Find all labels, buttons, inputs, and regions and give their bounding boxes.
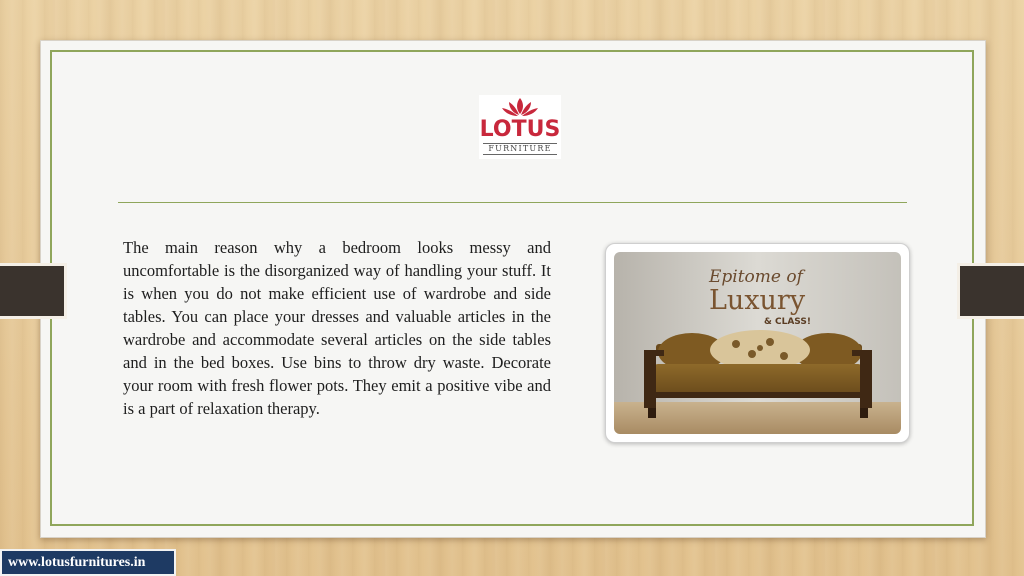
image-caption-line2: Luxury [709, 285, 806, 316]
logo-wordmark: LOTUS [479, 117, 561, 142]
left-tab-decoration [0, 263, 67, 319]
lotus-logo [479, 95, 561, 159]
sofa-illustration [614, 252, 901, 434]
logo-tagline: FURNITURE [483, 143, 557, 155]
body-paragraph: The main reason why a bedroom looks messy and uncomfortable is the disorganized way of handling your stuff. It is when you do not make efficient use of wardrobe and side tables. You can place your dresses and valuable articles in the wardrobe and accommodate several articles on the side tables and in the bed boxes. Use bins to throw dry waste. Decorate your room with fresh flower pots. They emit a positive vibe and is a part of relaxation therapy. [123, 238, 551, 418]
lotus-flower-icon [500, 97, 540, 119]
header-divider [118, 202, 907, 203]
right-tab-decoration [957, 263, 1024, 319]
sofa-photo [605, 243, 910, 443]
image-caption-line3: & CLASS! [764, 317, 811, 327]
image-caption-line1: Epitome of [709, 267, 803, 287]
footer-website-link[interactable]: www.lotusfurnitures.in [0, 549, 176, 576]
